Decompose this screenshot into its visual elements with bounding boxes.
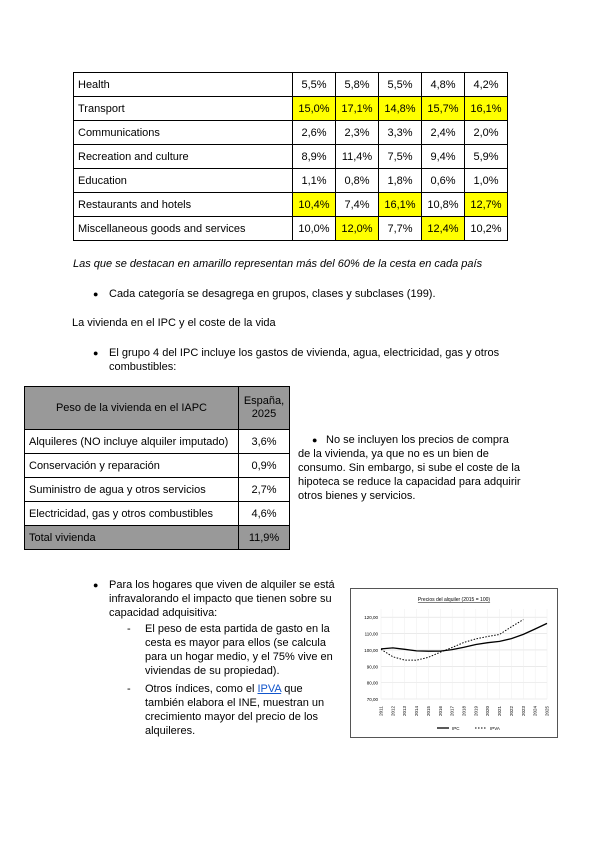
y-tick-label: 100,00 [364,647,378,653]
side-note-line5: otros bienes y servicios. [298,490,416,502]
category-value: 10,8% [422,193,465,217]
table-row [25,454,290,478]
category-value: 0,8% [336,169,379,193]
y-tick-label: 110,00 [364,631,378,637]
sub2-line4: alquileres. [145,725,196,737]
bullet-group4-line2: combustibles: [109,361,177,373]
category-value: 17,1% [336,97,379,121]
category-value: 9,4% [422,145,465,169]
x-tick-label: 2021 [497,705,503,717]
bullet-categories: Cada categoría se desagrega en grupos, clases y subclases (199). [109,288,436,300]
x-tick-label: 2022 [508,705,514,717]
sub2-line3: crecimiento mayor del precio de los [145,711,319,723]
category-value: 1,0% [465,169,508,193]
category-value: 1,8% [379,169,422,193]
sub1-line3: para un hogar medio, y el 75% vive en [145,651,333,663]
total-label: Total vivienda [25,526,239,550]
category-value: 0,6% [422,169,465,193]
category-value: 15,7% [422,97,465,121]
rent-sub-bullet-2 [145,682,324,738]
sub2-line1-pre: Otros índices, como el [145,683,258,695]
header-col-line2: 2025 [251,408,277,420]
rent-main-line3: capacidad adquisitiva: [109,607,218,619]
category-value: 10,4% [293,193,336,217]
table-row [25,502,290,526]
side-note-line3: consumo. Sin embargo, si sube el coste de la [298,462,520,474]
housing-label: Conservación y reparación [25,454,239,478]
dash-marker: - [127,683,131,695]
housing-value: 2,7% [239,478,290,502]
category-value: 5,8% [336,73,379,97]
category-value: 15,0% [293,97,336,121]
category-label: Transport [74,97,293,121]
sub1-line2: cesta es mayor para ellos (se calcula [145,637,326,649]
x-tick-label: 2016 [437,705,443,717]
header-col-line1: España, [243,395,285,407]
housing-table-header-col [239,387,290,430]
category-weights-table [73,72,508,241]
category-value: 7,7% [379,217,422,241]
bullet-icon: ● [93,289,99,299]
category-value: 7,5% [379,145,422,169]
dash-marker: - [127,623,131,635]
category-label: Miscellaneous goods and services [74,217,293,241]
sub2-line1-post: que [281,683,303,695]
table-row [74,193,508,217]
sub2-line2: también elabora el INE, muestran un [145,697,325,709]
section-title: La vivienda en el IPC y el coste de la vida [72,317,276,329]
category-label: Restaurants and hotels [74,193,293,217]
category-value: 12,0% [336,217,379,241]
bullet-icon: ● [312,435,318,445]
category-value: 14,8% [379,97,422,121]
sub1-line4: viviendas de su propiedad). [145,665,280,677]
table-row [74,97,508,121]
category-value: 5,5% [293,73,336,97]
rent-bullet-main [109,578,335,620]
y-tick-label: 80,00 [366,680,378,686]
total-value: 11,9% [239,526,290,550]
x-tick-label: 2017 [449,705,455,717]
category-value: 5,5% [379,73,422,97]
category-value: 10,0% [293,217,336,241]
housing-value: 4,6% [239,502,290,526]
category-value: 2,3% [336,121,379,145]
legend-label: IPVA [490,725,500,731]
category-label: Education [74,169,293,193]
category-value: 16,1% [379,193,422,217]
housing-label: Electricidad, gas y otros combustibles [25,502,239,526]
category-value: 2,4% [422,121,465,145]
category-value: 7,4% [336,193,379,217]
chart-title: Precios del alquiler (2015 = 100) [417,597,491,603]
x-tick-label: 2019 [473,705,479,717]
table-row [74,73,508,97]
category-value: 16,1% [465,97,508,121]
side-note-line4: hipoteca se reduce la capacidad para adquirir [298,476,521,488]
table-row [25,430,290,454]
category-value: 4,8% [422,73,465,97]
bullet-icon: ● [93,348,99,358]
rent-main-line1: Para los hogares que viven de alquiler se está [109,579,335,591]
table-caption: Las que se destacan en amarillo representan más del 60% de la cesta en cada país [73,258,483,270]
rent-sub-bullet-1 [145,622,333,678]
rent-main-line2: infravalorando el impacto que tienen sobre su [109,593,332,605]
category-label: Communications [74,121,293,145]
x-tick-label: 2013 [402,705,408,717]
total-row [25,526,290,550]
table-row [74,145,508,169]
category-value: 8,9% [293,145,336,169]
x-tick-label: 2015 [425,705,431,717]
side-note [298,433,538,503]
x-tick-label: 2020 [485,705,491,717]
chart-svg [351,589,557,737]
y-tick-label: 70,00 [366,697,378,702]
housing-label: Alquileres (NO incluye alquiler imputado) [25,430,239,454]
category-label: Health [74,73,293,97]
housing-table-header-label: Peso de la vivienda en el IAPC [25,387,239,430]
housing-value: 0,9% [239,454,290,478]
table-row [74,217,508,241]
table-row [25,478,290,502]
y-tick-label: 120,00 [364,615,378,621]
table-row [74,169,508,193]
category-value: 1,1% [293,169,336,193]
category-value: 4,2% [465,73,508,97]
table-row [74,121,508,145]
category-value: 5,9% [465,145,508,169]
side-note-line1: No se incluyen los precios de compra [326,434,509,446]
category-value: 12,7% [465,193,508,217]
x-tick-label: 2014 [414,705,420,717]
x-tick-label: 2024 [532,705,538,717]
legend-label: IPC [452,725,460,731]
bullet-group4-line1: El grupo 4 del IPC incluye los gastos de vivienda, agua, electricidad, gas y otros [109,347,500,359]
sub2-line1 [145,682,324,696]
ipva-link[interactable]: IPVA [257,683,282,695]
sub1-line1: El peso de esta partida de gasto en la [145,623,330,635]
x-tick-label: 2018 [461,705,467,717]
category-value: 11,4% [336,145,379,169]
housing-value: 3,6% [239,430,290,454]
y-tick-label: 90,00 [366,664,378,670]
x-tick-label: 2025 [544,705,550,717]
housing-label: Suministro de agua y otros servicios [25,478,239,502]
category-value: 12,4% [422,217,465,241]
category-value: 3,3% [379,121,422,145]
category-label: Recreation and culture [74,145,293,169]
x-tick-label: 2012 [390,705,396,717]
x-tick-label: 2023 [520,705,526,717]
housing-weight-table [24,386,290,550]
category-value: 2,6% [293,121,336,145]
rent-price-chart [350,588,558,738]
bullet-group4 [109,346,499,374]
bullet-icon: ● [93,580,99,590]
category-value: 2,0% [465,121,508,145]
category-value: 10,2% [465,217,508,241]
x-tick-label: 2011 [378,706,384,716]
side-note-line2: de la vivienda, ya que no es un bien de [298,448,489,460]
